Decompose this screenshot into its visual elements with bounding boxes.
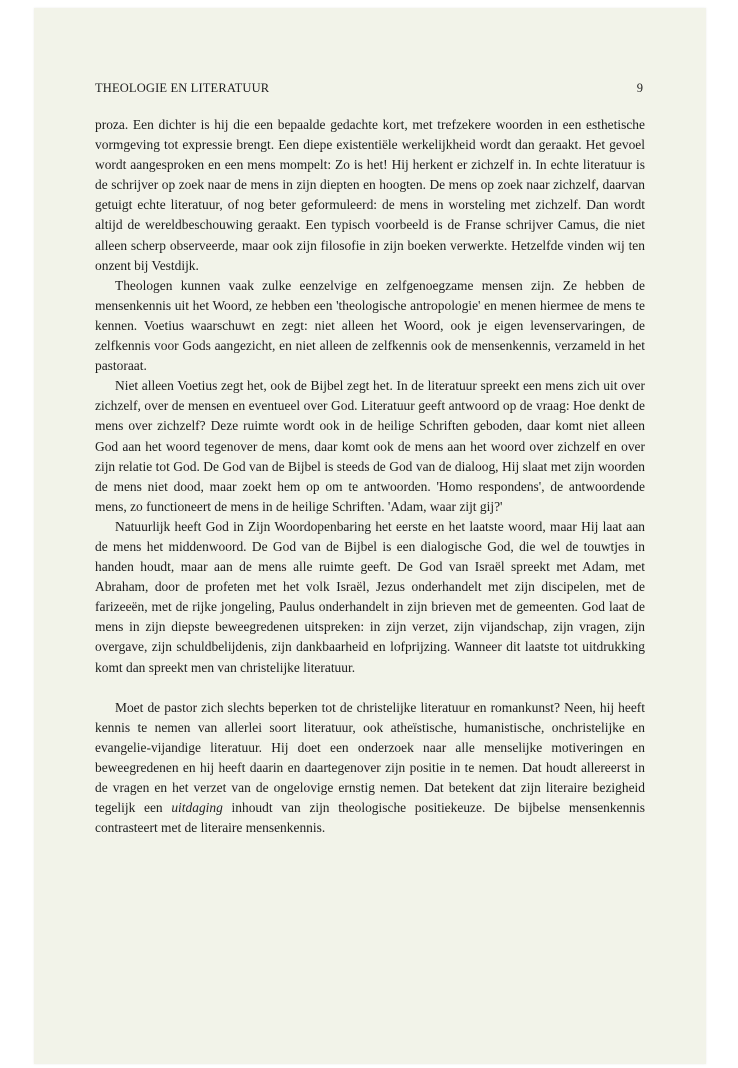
paragraph-2: Theologen kunnen vaak zulke eenzelvige en zelfgenoegzame mensen zijn. Ze hebben de mensenkennis uit het Woord, ze hebben een 'theologische antropologie' en menen hiermee de mens te kennen. Voetius waarschuwt en zegt: niet alleen het Woord, ook je eigen levenservaringen, de zelfkennis voor Gods aangezicht, en niet alleen de zelfkennis ook de mensenkennis, verzameld in het pastoraat. [95, 277, 645, 374]
emphasis-word: uitdaging [171, 800, 223, 816]
paragraph-5-before: Moet de pastor zich slechts beperken tot de christelijke literatuur en romankunst? Neen, hij heeft kennis te nemen van allerlei soort literatuur, ook atheïstische, humanistische, onchristelijke en evangelie-vijandige literatuur. Hij doet een onderzoek naar alle menselijke motiveringen en beweegredenen en hij heeft daarin en daartegenover zijn positie in te nemen. Dat houdt allereerst in de vragen en het verzet van de ongelovige ernstig nemen. Dat betekent dat zijn literaire bezigheid tegelijk een [95, 699, 645, 816]
paragraph-4: Natuurlijk heeft God in Zijn Woordopenbaring het eerste en het laatste woord, maar Hij laat aan de mens het middenwoord. De God van de Bijbel is een dialogische God, die wel de touwtjes in handen houdt, maar aan de mens alle ruimte geeft. De God van Israël spreekt met Adam, met Abraham, door de profeten met het volk Israël, Jezus onderhandelt met zijn discipelen, met de farizeeën, met de rijke jongeling, Paulus onderhandelt in zijn brieven met de gemeenten. God laat de mens in zijn diepste beweegredenen uitspreken: in zijn verzet, zijn vijandschap, zijn vragen, zijn overgave, zijn schuldbelijdenis, zijn dankbaarheid en lofprijzing. Wanneer dit laatste tot uitdrukking komt dan spreekt men van christelijke literatuur. [95, 518, 645, 675]
paragraph-5 [95, 698, 645, 839]
page-number: 9 [636, 81, 643, 95]
book-page [34, 8, 706, 1064]
running-title: THEOLOGIE EN LITERATUUR [95, 81, 270, 95]
paragraph-3: Niet alleen Voetius zegt het, ook de Bijbel zegt het. In de literatuur spreekt een mens zich uit over zichzelf, over de mensen en eventueel over God. Literatuur geeft antwoord op de vraag: Hoe denkt de mens over zichzelf? Deze ruimte wordt ook in de heilige Schriften geboden, daar komt niet alleen God aan het woord tegenover de mens, daar komt ook de mens aan het woord over zichzelf en over zijn relatie tot God. De God van de Bijbel is steeds de God van de dialoog, Hij slaat met zijn woorden de mens niet dood, maar zoekt hem op om te antwoorden. 'Homo respondens', de antwoordende mens, zo functioneert de mens in de heilige Schriften. 'Adam, waar zijt gij?' [95, 378, 645, 514]
paragraph-5-after: inhoudt van zijn theologische positiekeuze. De bijbelse mensenkennis contrasteert met de literaire mensenkennis. [95, 800, 645, 836]
paragraph-1: proza. Een dichter is hij die een bepaalde gedachte kort, met trefzekere woorden in een esthetische vormgeving tot expressie brengt. Een diepe existentiële werkelijkheid wordt dan geraakt. Het gevoel wordt aangesproken en een mens mompelt: Zo is het! Hij herkent er zichzelf in. In echte literatuur is de schrijver op zoek naar de mens in zijn diepten en hoogten. De mens op zoek naar zichzelf, daarvan getuigt echte literatuur, of nog beter geformuleerd: de mens in worsteling met zichzelf. Dan wordt altijd de wereldbeschouwing geraakt. Een typisch voorbeeld is de Franse schrijver Camus, die niet alleen scherp observeerde, maar ook zijn filosofie in zijn boeken verwerkte. Hetzelfde vinden wij ten onzent bij Vestdijk. [95, 117, 645, 273]
body-text [95, 115, 645, 838]
